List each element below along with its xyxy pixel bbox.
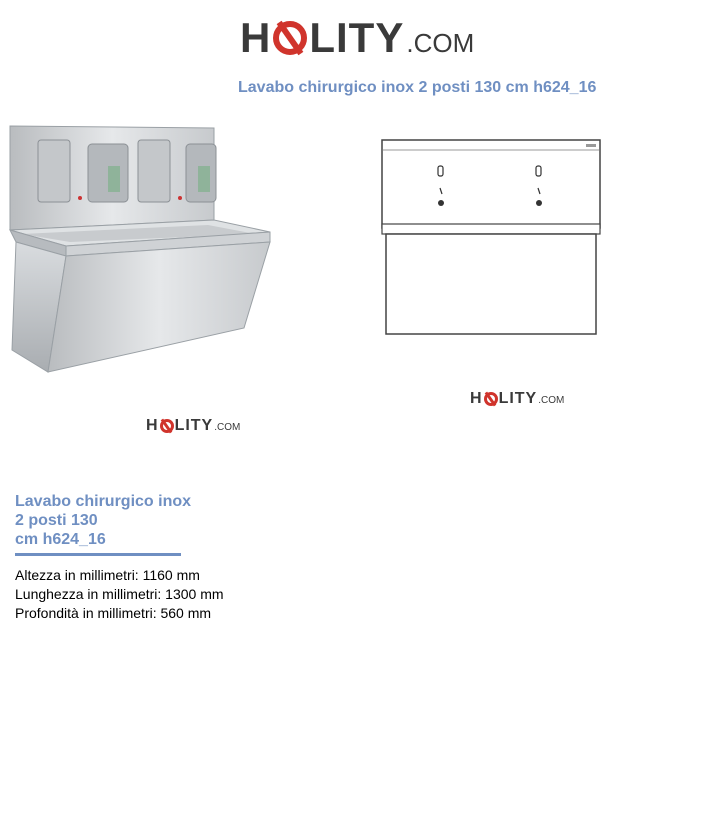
brand-logo-header[interactable] [240, 14, 475, 61]
product-photo [8, 122, 272, 378]
spec-height: Altezza in millimetri: 1160 mm [15, 567, 200, 583]
product-specs [15, 566, 224, 623]
product-title-line: 2 posti 130 [15, 512, 98, 529]
logo-tld: .COM [406, 28, 475, 58]
brand-logo-drawing [470, 391, 564, 407]
logo-tld: .COM [214, 422, 241, 433]
product-title-line: Lavabo chirurgico inox [15, 493, 192, 510]
logo-o-icon [484, 392, 498, 406]
logo-letter-h: H [470, 390, 483, 407]
logo-letter-h: H [240, 14, 272, 61]
page-title: Lavabo chirurgico inox 2 posti 130 cm h624_16 [238, 79, 597, 96]
title-underline [15, 553, 181, 556]
spec-depth: Profondità in millimetri: 560 mm [15, 605, 212, 621]
logo-tld: .COM [538, 395, 565, 406]
logo-letters-lity: LITY [174, 417, 214, 434]
logo-letters-lity: LITY [498, 390, 538, 407]
logo-o-icon [160, 419, 174, 433]
technical-drawing [378, 136, 604, 338]
logo-letter-h: H [146, 417, 159, 434]
brand-logo-photo [146, 418, 240, 434]
logo-o-icon [273, 21, 307, 55]
logo-letters-lity: LITY [309, 14, 405, 61]
product-title-line: cm h624_16 [15, 531, 106, 548]
spec-length: Lunghezza in millimetri: 1300 mm [15, 586, 224, 602]
product-title [15, 492, 215, 549]
